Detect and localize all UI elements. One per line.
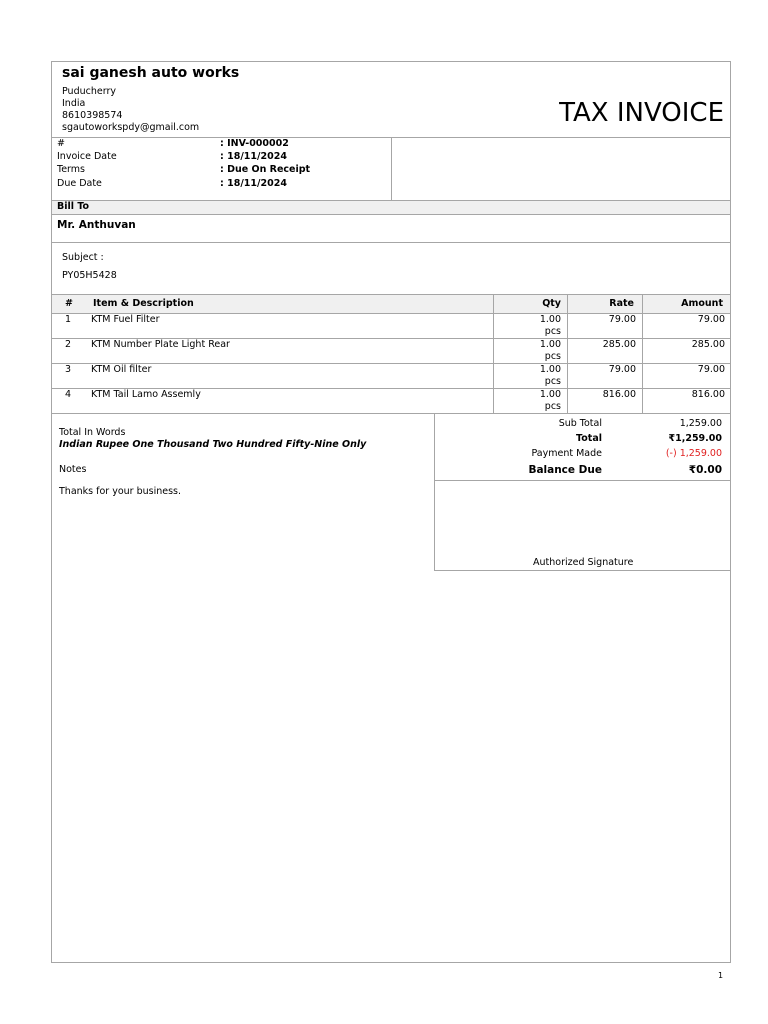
divider bbox=[52, 242, 730, 243]
row-qty: 1.00 bbox=[539, 314, 561, 325]
balance-due-value: ₹0.00 bbox=[688, 464, 722, 476]
terms-label: Terms bbox=[57, 164, 85, 175]
company-email: sgautoworkspdy@gmail.com bbox=[62, 122, 200, 133]
payment-made-value: (-) 1,259.00 bbox=[665, 448, 722, 459]
row-unit: pcs bbox=[544, 326, 561, 337]
document-title: TAX INVOICE bbox=[559, 98, 724, 128]
divider bbox=[434, 413, 435, 570]
row-rate: 816.00 bbox=[602, 389, 636, 400]
bill-to-label: Bill To bbox=[57, 201, 90, 212]
divider bbox=[52, 200, 730, 201]
divider bbox=[642, 294, 643, 413]
divider bbox=[434, 570, 730, 571]
authorized-signature-label: Authorized Signature bbox=[533, 557, 634, 568]
total-in-words-value: Indian Rupee One Thousand Two Hundred Fifty-Nine Only bbox=[59, 439, 367, 450]
col-header-amount: Amount bbox=[681, 298, 723, 309]
row-number: 4 bbox=[65, 389, 72, 400]
balance-due-label: Balance Due bbox=[528, 464, 602, 476]
divider bbox=[493, 294, 494, 413]
subject-label: Subject : bbox=[62, 252, 104, 263]
divider bbox=[434, 480, 730, 481]
row-qty: 1.00 bbox=[539, 339, 561, 350]
divider bbox=[391, 137, 392, 200]
invoice-number-label: # bbox=[57, 138, 65, 149]
row-rate: 285.00 bbox=[602, 339, 636, 350]
customer-name: Mr. Anthuvan bbox=[57, 219, 136, 231]
company-phone: 8610398574 bbox=[62, 110, 123, 121]
due-date-label: Due Date bbox=[57, 178, 102, 189]
row-item: KTM Tail Lamo Assemly bbox=[91, 389, 201, 400]
row-amount: 79.00 bbox=[697, 314, 725, 325]
sub-total-value: 1,259.00 bbox=[679, 418, 722, 429]
row-rate: 79.00 bbox=[608, 364, 636, 375]
col-header-number: # bbox=[65, 298, 73, 309]
invoice-number-value: : INV-000002 bbox=[220, 138, 289, 149]
row-qty: 1.00 bbox=[539, 364, 561, 375]
col-header-item: Item & Description bbox=[93, 298, 194, 309]
col-header-rate: Rate bbox=[609, 298, 634, 309]
divider bbox=[52, 214, 730, 215]
row-amount: 79.00 bbox=[697, 364, 725, 375]
payment-made-label: Payment Made bbox=[531, 448, 602, 459]
invoice-date-label: Invoice Date bbox=[57, 151, 117, 162]
total-label: Total bbox=[576, 433, 602, 444]
divider bbox=[52, 294, 730, 295]
bill-to-header bbox=[52, 200, 730, 214]
company-country: India bbox=[62, 98, 86, 109]
col-header-qty: Qty bbox=[542, 298, 561, 309]
sub-total-label: Sub Total bbox=[558, 418, 602, 429]
row-unit: pcs bbox=[544, 351, 561, 362]
notes-value: Thanks for your business. bbox=[59, 486, 182, 497]
notes-label: Notes bbox=[59, 464, 87, 475]
company-city: Puducherry bbox=[62, 86, 116, 97]
row-item: KTM Oil filter bbox=[91, 364, 152, 375]
invoice-date-value: : 18/11/2024 bbox=[220, 151, 287, 162]
subject-value: PY05H5428 bbox=[62, 270, 117, 281]
due-date-value: : 18/11/2024 bbox=[220, 178, 287, 189]
row-qty: 1.00 bbox=[539, 389, 561, 400]
row-item: KTM Number Plate Light Rear bbox=[91, 339, 230, 350]
total-value: ₹1,259.00 bbox=[668, 433, 722, 444]
total-in-words-label: Total In Words bbox=[59, 427, 126, 438]
row-unit: pcs bbox=[544, 401, 561, 412]
company-name: sai ganesh auto works bbox=[62, 65, 240, 81]
row-unit: pcs bbox=[544, 376, 561, 387]
row-rate: 79.00 bbox=[608, 314, 636, 325]
row-number: 3 bbox=[65, 364, 72, 375]
row-amount: 285.00 bbox=[691, 339, 725, 350]
terms-value: : Due On Receipt bbox=[220, 164, 311, 175]
row-number: 2 bbox=[65, 339, 72, 350]
page-number: 1 bbox=[718, 971, 724, 980]
divider bbox=[52, 413, 730, 414]
row-number: 1 bbox=[65, 314, 72, 325]
invoice-frame bbox=[51, 61, 731, 963]
row-item: KTM Fuel Filter bbox=[91, 314, 160, 325]
row-amount: 816.00 bbox=[691, 389, 725, 400]
divider bbox=[567, 294, 568, 413]
